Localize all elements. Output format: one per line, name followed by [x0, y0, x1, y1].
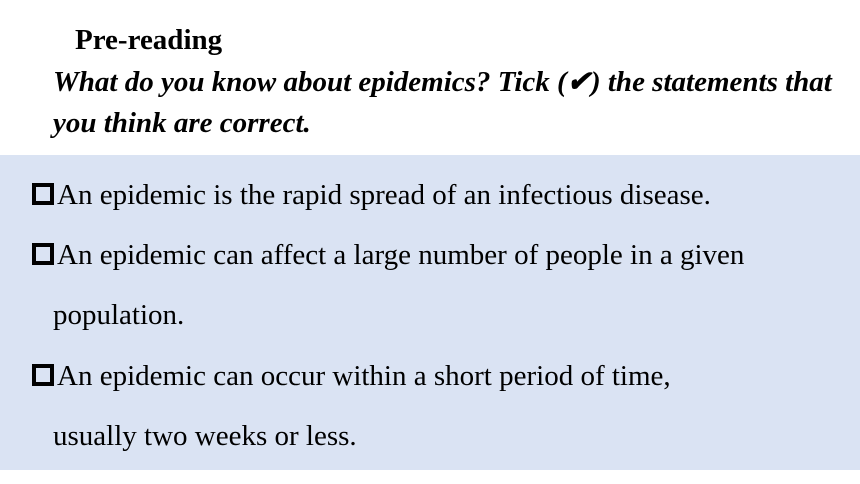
statement-text-continued: usually two weeks or less.: [53, 420, 357, 452]
checkbox-icon[interactable]: [32, 364, 54, 386]
statement-item: [32, 346, 858, 466]
statement-item: [32, 165, 858, 225]
section-heading: Pre-reading: [75, 24, 223, 56]
instruction-text: What do you know about epidemics? Tick (✔) the statements that you think are correct.: [53, 66, 832, 139]
statement-item: [32, 225, 858, 345]
statement-text: An epidemic can occur within a short period of time,: [57, 360, 671, 392]
checkbox-icon[interactable]: [32, 183, 54, 205]
statements-panel: [0, 155, 860, 470]
checkbox-icon[interactable]: [32, 243, 54, 265]
statement-text: An epidemic is the rapid spread of an infectious disease.: [57, 179, 711, 211]
statement-text: An epidemic can affect a large number of people in a given: [57, 239, 745, 271]
statement-text-continued: population.: [53, 299, 185, 331]
